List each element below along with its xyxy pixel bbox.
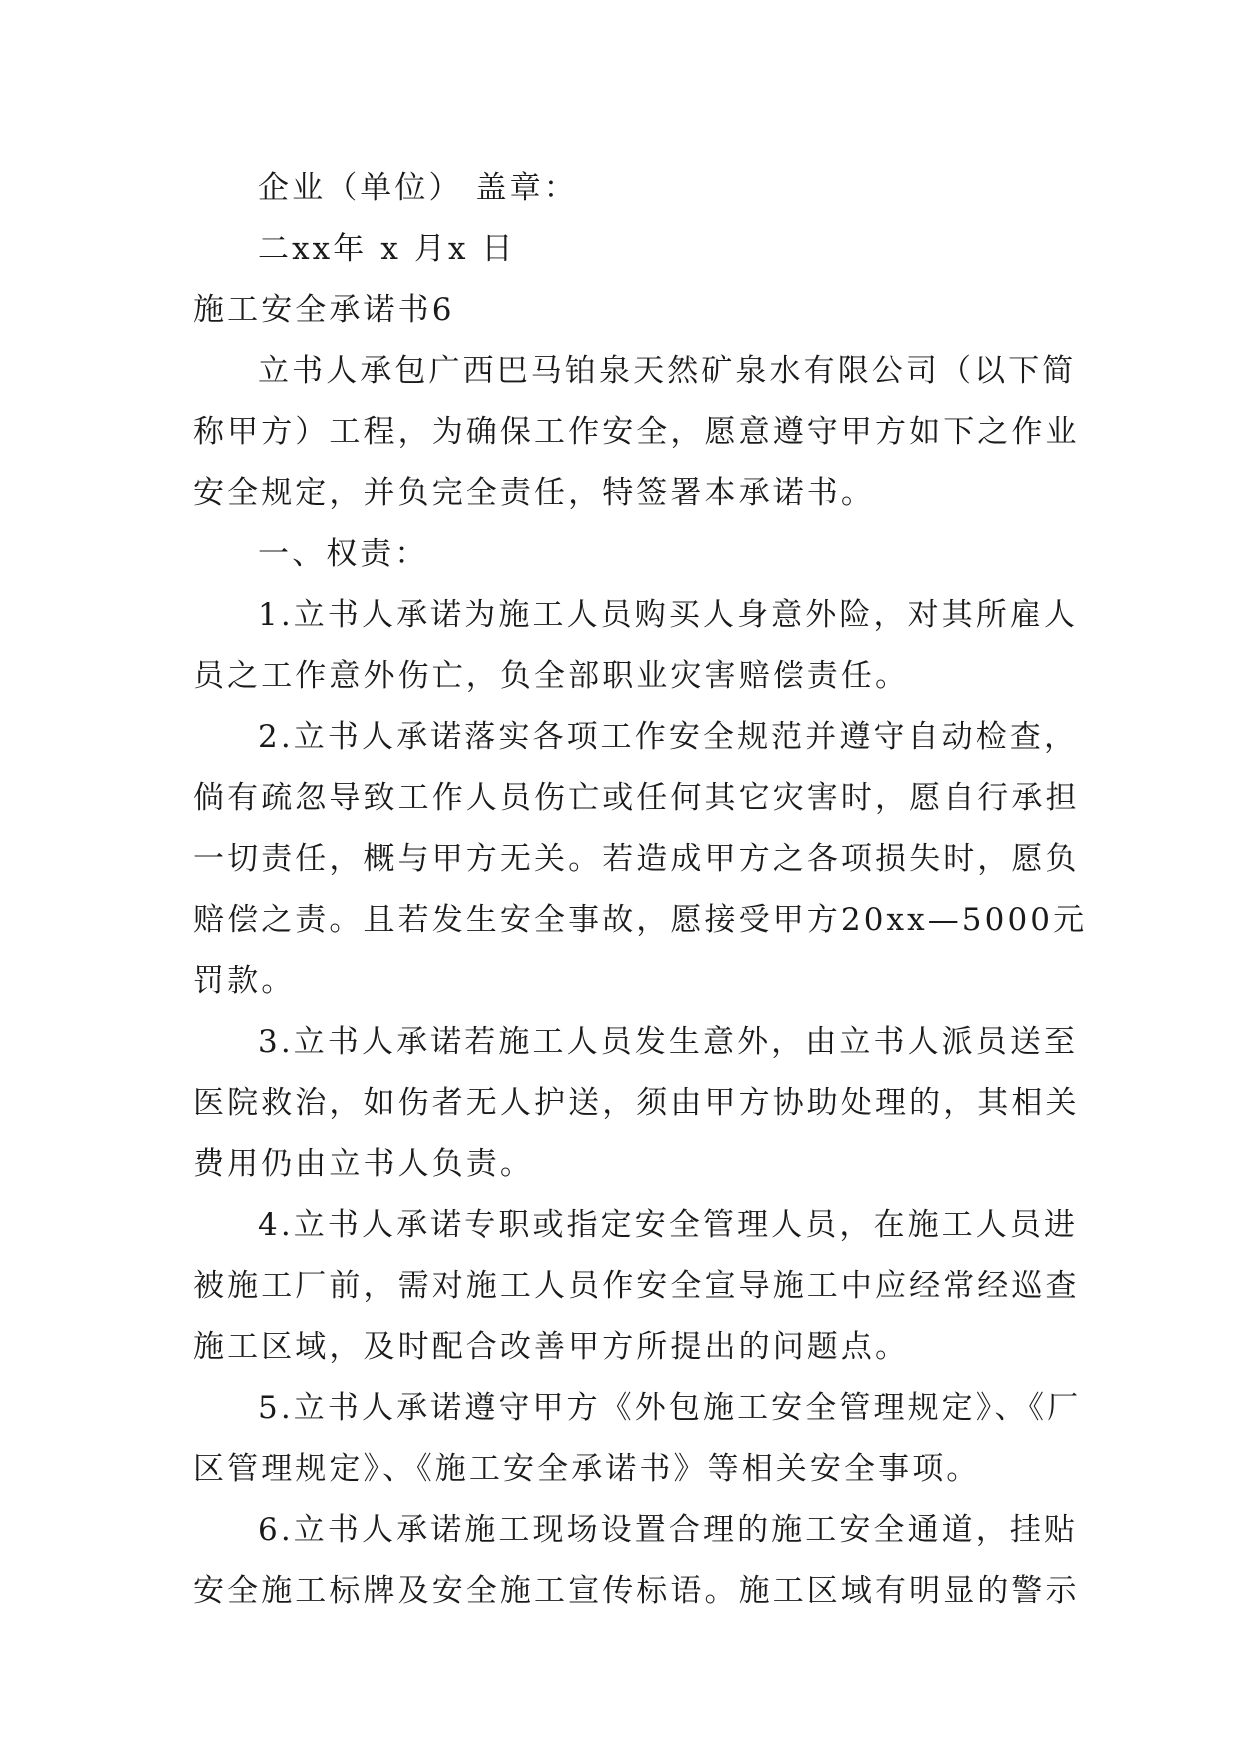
paragraph-line: 1.立书人承诺为施工人员购买人身意外险，对其所雇人 xyxy=(258,597,1079,633)
intro-paragraph xyxy=(193,341,1080,524)
paragraph-line: 安全规定，并负完全责任，特签署本承诺书。 xyxy=(193,475,875,511)
paragraph-line: 员之工作意外伤亡，负全部职业灾害赔偿责任。 xyxy=(193,658,910,694)
paragraph-line: 6.立书人承诺施工现场设置合理的施工安全通道，挂贴 xyxy=(258,1512,1079,1548)
paragraph-line: 一切责任，概与甲方无关。若造成甲方之各项损失时，愿负 xyxy=(193,841,1080,877)
section-heading: 一、权责： xyxy=(258,536,429,572)
document-body xyxy=(193,158,1088,1622)
paragraph-line: 安全施工标牌及安全施工宣传标语。施工区域有明显的警示 xyxy=(193,1573,1080,1609)
paragraph-line: 区管理规定》、《施工安全承诺书》等相关安全事项。 xyxy=(193,1451,981,1487)
paragraph-line: 倘有疏忽导致工作人员伤亡或任何其它灾害时，愿自行承担 xyxy=(193,780,1080,816)
paragraph-line: 费用仍由立书人负责。 xyxy=(193,1146,534,1182)
paragraph-line: 称甲方）工程，为确保工作安全，愿意遵守甲方如下之作业 xyxy=(193,414,1080,450)
paragraph-line: 被施工厂前，需对施工人员作安全宣导施工中应经常经巡查 xyxy=(193,1268,1080,1304)
document-title: 施工安全承诺书6 xyxy=(193,292,455,328)
clause-3 xyxy=(193,1012,1080,1195)
paragraph-line: 5.立书人承诺遵守甲方《外包施工安全管理规定》、《厂 xyxy=(258,1390,1082,1426)
clause-2 xyxy=(193,707,1088,1012)
paragraph-line: 立书人承包广西巴马铂泉天然矿泉水有限公司（以下简 xyxy=(258,353,1077,389)
paragraph-line: 2.立书人承诺落实各项工作安全规范并遵守自动检查， xyxy=(258,719,1079,755)
clause-4 xyxy=(193,1195,1080,1378)
signature-line: 企业（单位） 盖章： xyxy=(258,170,578,206)
clause-6 xyxy=(193,1500,1080,1622)
paragraph-line: 赔偿之责。且若发生安全事故，愿接受甲方20xx—5000元 xyxy=(193,902,1088,938)
paragraph-line: 4.立书人承诺专职或指定安全管理人员，在施工人员进 xyxy=(258,1207,1079,1243)
paragraph-line: 医院救治，如伤者无人护送，须由甲方协助处理的，其相关 xyxy=(193,1085,1080,1121)
paragraph-line: 罚款。 xyxy=(193,963,296,999)
date-line: 二xx年 x 月x 日 xyxy=(258,231,516,267)
paragraph-line: 3.立书人承诺若施工人员发生意外，由立书人派员送至 xyxy=(258,1024,1079,1060)
clause-5 xyxy=(193,1378,1082,1500)
clause-1 xyxy=(193,585,1079,707)
paragraph-line: 施工区域，及时配合改善甲方所提出的问题点。 xyxy=(193,1329,910,1365)
